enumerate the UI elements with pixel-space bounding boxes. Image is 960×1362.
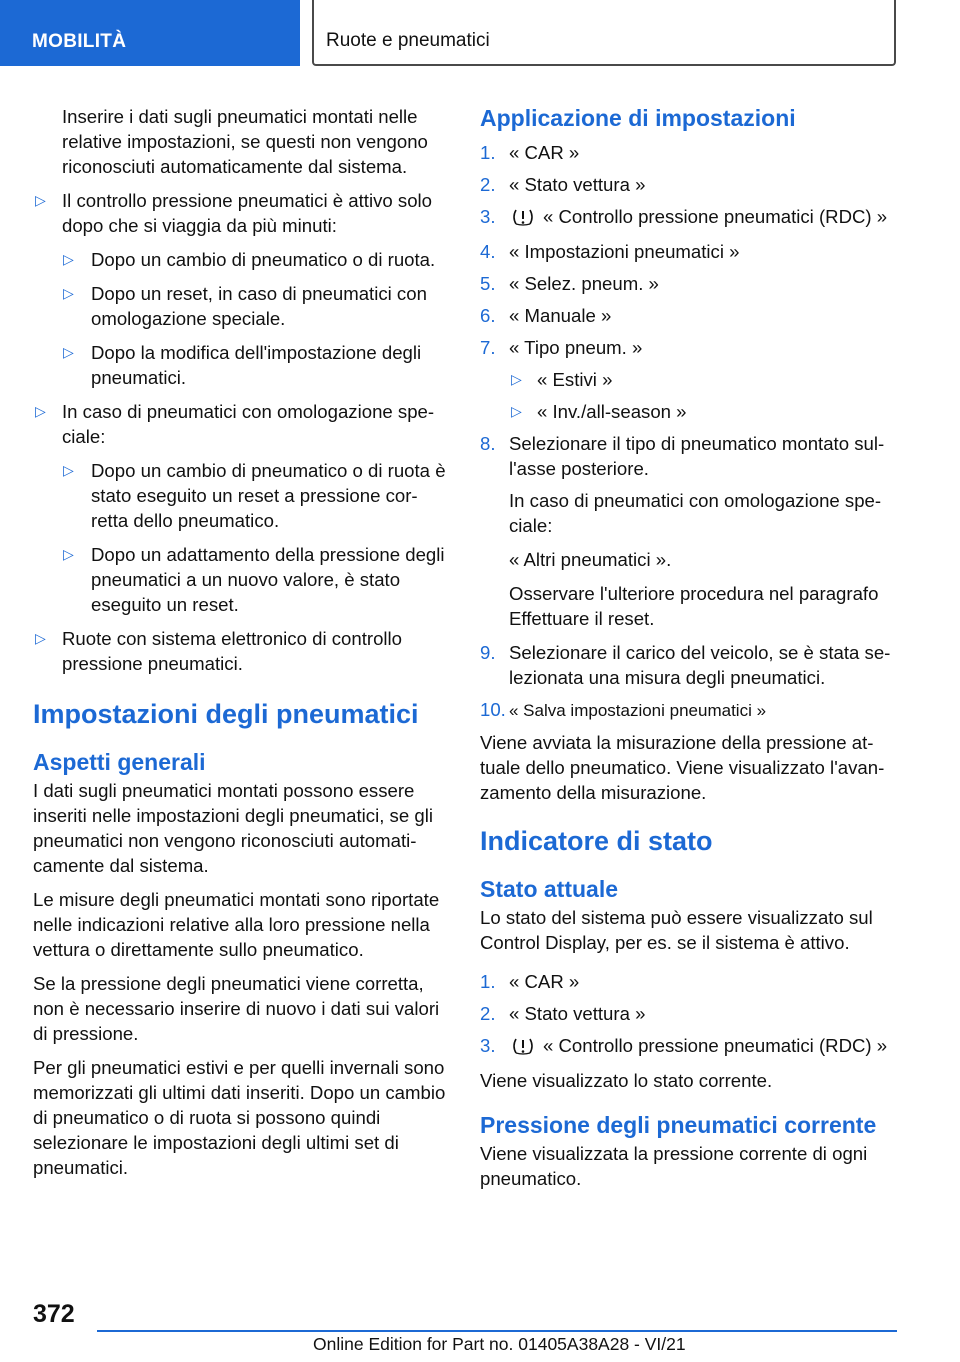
triangle-bullet-icon: ▷ bbox=[63, 462, 74, 478]
chapter-tab: MOBILITÀ bbox=[0, 0, 300, 66]
sub-option-item: ▷ « Estivi » bbox=[511, 369, 613, 390]
step-continuation: Osservare l'ulteriore procedura nel paragrafo Effettuare il reset. bbox=[509, 583, 879, 629]
body-paragraph: Viene visualizzata la pressione corrente di ogni pneumatico. bbox=[480, 1143, 868, 1189]
triangle-bullet-icon: ▷ bbox=[35, 630, 46, 646]
step-number: 10. bbox=[480, 699, 506, 720]
step-item: 10. « Salva impostazioni pneumatici » bbox=[480, 699, 767, 720]
sub-bullet-item: ▷ Dopo un reset, in caso di pneumatici con omologazione speciale. bbox=[63, 283, 427, 329]
triangle-bullet-icon: ▷ bbox=[511, 403, 522, 419]
body-paragraph: Lo stato del sistema può essere visualizzato sul Control Display, per es. se il sistema è attivo. bbox=[480, 907, 873, 953]
section-heading: Impostazioni degli pneumatici bbox=[33, 699, 419, 729]
section-title: Ruote e pneumatici bbox=[326, 30, 490, 51]
step-number: 5. bbox=[480, 273, 496, 294]
step-number: 4. bbox=[480, 241, 496, 262]
step-number: 8. bbox=[480, 433, 496, 454]
page-header bbox=[0, 0, 960, 66]
intro-text: Inserire i dati sugli pneumatici montati nelle relative impostazioni, se questi non vengono riconosciuti automaticamente dal sistema. bbox=[62, 106, 428, 177]
bullet-item: ▷ In caso di pneumatici con omologazione speciale: bbox=[35, 401, 435, 447]
step-number: 3. bbox=[480, 206, 496, 227]
step-item: 2. « Stato vettura » bbox=[480, 1003, 646, 1024]
footer-divider bbox=[97, 1330, 897, 1332]
step-item: 1. « CAR » bbox=[480, 142, 580, 163]
step-item: 4. « Impostazioni pneumatici » bbox=[480, 241, 740, 262]
sub-option-item: ▷ « Inv./all-season » bbox=[511, 401, 687, 422]
body-paragraph: Viene avviata la misurazione della pressione attuale dello pneumatico. Viene visualizzato l'avanzamento della misurazione. bbox=[480, 732, 885, 803]
step-item: 5. « Selez. pneum. » bbox=[480, 273, 659, 294]
step-number: 2. bbox=[480, 174, 496, 195]
triangle-bullet-icon: ▷ bbox=[35, 403, 46, 419]
step-item: 1. « CAR » bbox=[480, 971, 580, 992]
subsection-heading: Applicazione di impostazioni bbox=[480, 105, 796, 131]
step-item: 8. Selezionare il tipo di pneumatico montato sull'asse posteriore. bbox=[480, 433, 885, 479]
step-number: 9. bbox=[480, 642, 496, 663]
edition-footer: Online Edition for Part no. 01405A38A28 - VI/21 bbox=[313, 1334, 686, 1354]
triangle-bullet-icon: ▷ bbox=[511, 371, 522, 387]
tire-pressure-warning-icon bbox=[511, 1036, 535, 1061]
right-column bbox=[480, 104, 896, 1200]
sub-bullet-item: ▷ Dopo un cambio di pneumatico o di ruota è stato eseguito un reset a pressione corretta dello pneumatico. bbox=[63, 460, 446, 531]
sub-bullet-item: ▷ Dopo la modifica dell'impostazione degli pneumatici. bbox=[63, 342, 422, 388]
step-item: 3. « Controllo pressione pneumatici (RDC) » bbox=[480, 204, 896, 232]
subsection-heading: Pressione degli pneumatici corrente bbox=[480, 1112, 877, 1138]
triangle-bullet-icon: ▷ bbox=[63, 344, 74, 360]
step-number: 1. bbox=[480, 142, 496, 163]
triangle-bullet-icon: ▷ bbox=[35, 192, 46, 208]
step-item: 6. « Manuale » bbox=[480, 305, 612, 326]
section-heading: Indicatore di stato bbox=[480, 826, 713, 856]
tire-pressure-warning-icon bbox=[511, 207, 535, 232]
sub-bullet-item: ▷ Dopo un cambio di pneumatico o di ruota. bbox=[63, 249, 436, 270]
triangle-bullet-icon: ▷ bbox=[63, 285, 74, 301]
left-column bbox=[33, 104, 447, 1189]
body-paragraph: Per gli pneumatici estivi e per quelli invernali sono memorizzati gli ultimi dati inseriti. Dopo un cambio di pneumatico o di ruota si possono quindi selezionare le impostazioni degli ultimi set di pneumatici. bbox=[33, 1057, 446, 1178]
bullet-item: ▷ Ruote con sistema elettronico di controllo pressione pneumatici. bbox=[35, 628, 403, 674]
subsection-heading: Stato attuale bbox=[480, 876, 619, 902]
triangle-bullet-icon: ▷ bbox=[63, 546, 74, 562]
body-paragraph: Le misure degli pneumatici montati sono riportate nelle indicazioni relative alla loro pressione nella vettura o direttamente sullo pneumatico. bbox=[33, 889, 440, 960]
step-number: 3. bbox=[480, 1035, 496, 1056]
step-continuation: In caso di pneumatici con omologazione speciale: bbox=[509, 490, 882, 536]
page-number: 372 bbox=[33, 1300, 75, 1328]
body-paragraph: Se la pressione degli pneumatici viene corretta, non è necessario inserire di nuovo i dati sui valori di pressione. bbox=[33, 973, 440, 1044]
subsection-heading: Aspetti generali bbox=[33, 749, 206, 775]
sub-bullet-item: ▷ Dopo un adattamento della pressione degli pneumatici a un nuovo valore, è stato eseguito un reset. bbox=[63, 544, 445, 615]
step-item: 7. « Tipo pneum. » bbox=[480, 337, 643, 358]
body-paragraph: Viene visualizzato lo stato corrente. bbox=[480, 1070, 773, 1091]
body-paragraph: I dati sugli pneumatici montati possono essere inseriti nelle impostazioni degli pneumatici, se gli pneumatici non vengono riconosciuti automaticamente dal sistema. bbox=[33, 780, 433, 876]
step-item: 3. « Controllo pressione pneumatici (RDC) » bbox=[480, 1033, 896, 1061]
step-continuation: « Altri pneumatici ». bbox=[509, 549, 672, 570]
step-item: 2. « Stato vettura » bbox=[480, 174, 646, 195]
step-number: 1. bbox=[480, 971, 496, 992]
step-number: 2. bbox=[480, 1003, 496, 1024]
step-number: 6. bbox=[480, 305, 496, 326]
triangle-bullet-icon: ▷ bbox=[63, 251, 74, 267]
step-number: 7. bbox=[480, 337, 496, 358]
step-item: 9. Selezionare il carico del veicolo, se è stata selezionata una misura degli pneumatici. bbox=[480, 642, 891, 688]
bullet-item: ▷ Il controllo pressione pneumatici è attivo solo dopo che si viaggia da più minuti: bbox=[35, 190, 433, 236]
